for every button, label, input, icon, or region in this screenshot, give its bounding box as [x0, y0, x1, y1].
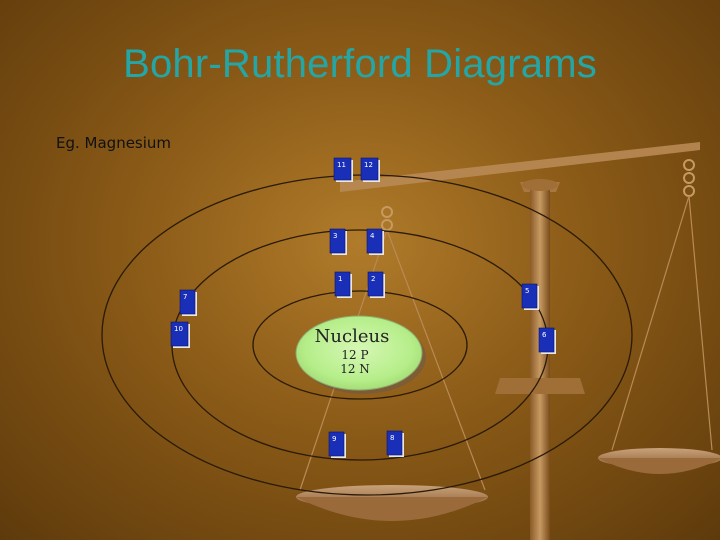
- electron-11: [334, 158, 353, 182]
- slide-subtitle: Eg. Magnesium: [56, 134, 172, 152]
- electron-6: [539, 328, 556, 354]
- electron-label: 1: [338, 275, 343, 283]
- slide-title: Bohr-Rutherford Diagrams: [123, 42, 597, 86]
- electron-label: 4: [370, 232, 375, 240]
- electron-4: [367, 229, 384, 255]
- electron-7: [180, 290, 197, 316]
- electron-2: [368, 272, 385, 298]
- electron-label: 9: [332, 435, 337, 443]
- electron-label: 2: [371, 275, 376, 283]
- nucleus-label: Nucleus: [314, 326, 390, 347]
- electron-label: 3: [333, 232, 338, 240]
- electron-8: [387, 431, 404, 457]
- electron-label: 5: [525, 287, 530, 295]
- electron-9: [329, 432, 346, 458]
- electron-label: 8: [390, 434, 395, 442]
- electron-label: 6: [542, 331, 547, 339]
- electron-1: [335, 272, 352, 298]
- nucleus-neutrons: 12 N: [340, 362, 370, 376]
- electrons: [171, 158, 556, 458]
- electron-label: 7: [183, 293, 188, 301]
- electron-10: [171, 322, 190, 348]
- electron-label: 11: [337, 161, 346, 169]
- electron-5: [522, 284, 539, 310]
- nucleus: [296, 316, 426, 394]
- electron-label: 12: [364, 161, 373, 169]
- electron-label: 10: [174, 325, 183, 333]
- electron-12: [361, 158, 380, 182]
- electron-3: [330, 229, 347, 255]
- nucleus-protons: 12 P: [341, 348, 369, 362]
